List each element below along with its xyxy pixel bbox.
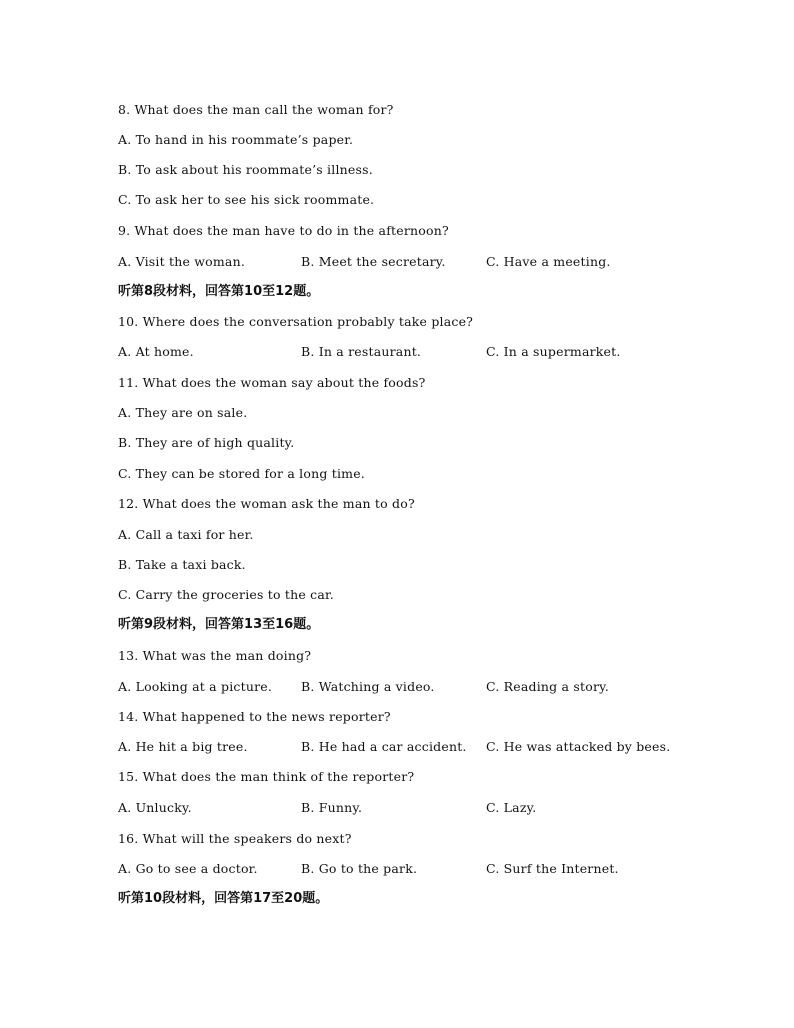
q10-option-a: A. At home. (118, 344, 194, 359)
q15-option-c: C. Lazy. (486, 800, 537, 815)
q14-option-a: A. He hit a big tree. (118, 739, 248, 754)
q14-option-c: C. He was attacked by bees. (486, 739, 671, 754)
q13-option-b: B. Watching a video. (301, 679, 435, 694)
q9-option-c: C. Have a meeting. (486, 254, 611, 269)
q16-option-a: A. Go to see a doctor. (118, 861, 258, 876)
q9-option-b: B. Meet the secretary. (301, 254, 446, 269)
q8-option-b: B. To ask about his roommate’s illness. (118, 162, 373, 177)
q9-option-a: A. Visit the woman. (118, 254, 245, 269)
section-heading-9: 听第9段材料，回答第13至16题。 (118, 617, 320, 632)
question-14: 14. What happened to the news reporter? (118, 709, 391, 724)
question-9: 9. What does the man have to do in the afternoon? (118, 223, 449, 238)
question-13: 13. What was the man doing? (118, 648, 312, 663)
question-11: 11. What does the woman say about the foods? (118, 375, 426, 390)
q11-option-a: A. They are on sale. (118, 405, 248, 420)
q11-option-c: C. They can be stored for a long time. (118, 466, 365, 481)
q16-option-b: B. Go to the park. (301, 861, 418, 876)
question-8: 8. What does the man call the woman for? (118, 102, 394, 117)
q10-option-c: C. In a supermarket. (486, 344, 621, 359)
q15-option-a: A. Unlucky. (118, 800, 192, 815)
q12-option-b: B. Take a taxi back. (118, 557, 246, 572)
question-15: 15. What does the man think of the reporter? (118, 769, 415, 784)
question-16: 16. What will the speakers do next? (118, 831, 352, 846)
q15-option-b: B. Funny. (301, 800, 363, 815)
section-heading-8: 听第8段材料，回答第10至12题。 (118, 284, 320, 299)
q13-option-c: C. Reading a story. (486, 679, 609, 694)
section-heading-10: 听第10段材料，回答第17至20题。 (118, 891, 329, 906)
q13-option-a: A. Looking at a picture. (118, 679, 273, 694)
q10-option-b: B. In a restaurant. (301, 344, 422, 359)
q8-option-a: A. To hand in his roommate’s paper. (118, 132, 354, 147)
q16-option-c: C. Surf the Internet. (486, 861, 619, 876)
q12-option-c: C. Carry the groceries to the car. (118, 587, 334, 602)
q8-option-c: C. To ask her to see his sick roommate. (118, 192, 375, 207)
q12-option-a: A. Call a taxi for her. (118, 527, 254, 542)
q11-option-b: B. They are of high quality. (118, 435, 295, 450)
question-10: 10. Where does the conversation probably take place? (118, 314, 474, 329)
question-12: 12. What does the woman ask the man to do? (118, 496, 415, 511)
q14-option-b: B. He had a car accident. (301, 739, 467, 754)
